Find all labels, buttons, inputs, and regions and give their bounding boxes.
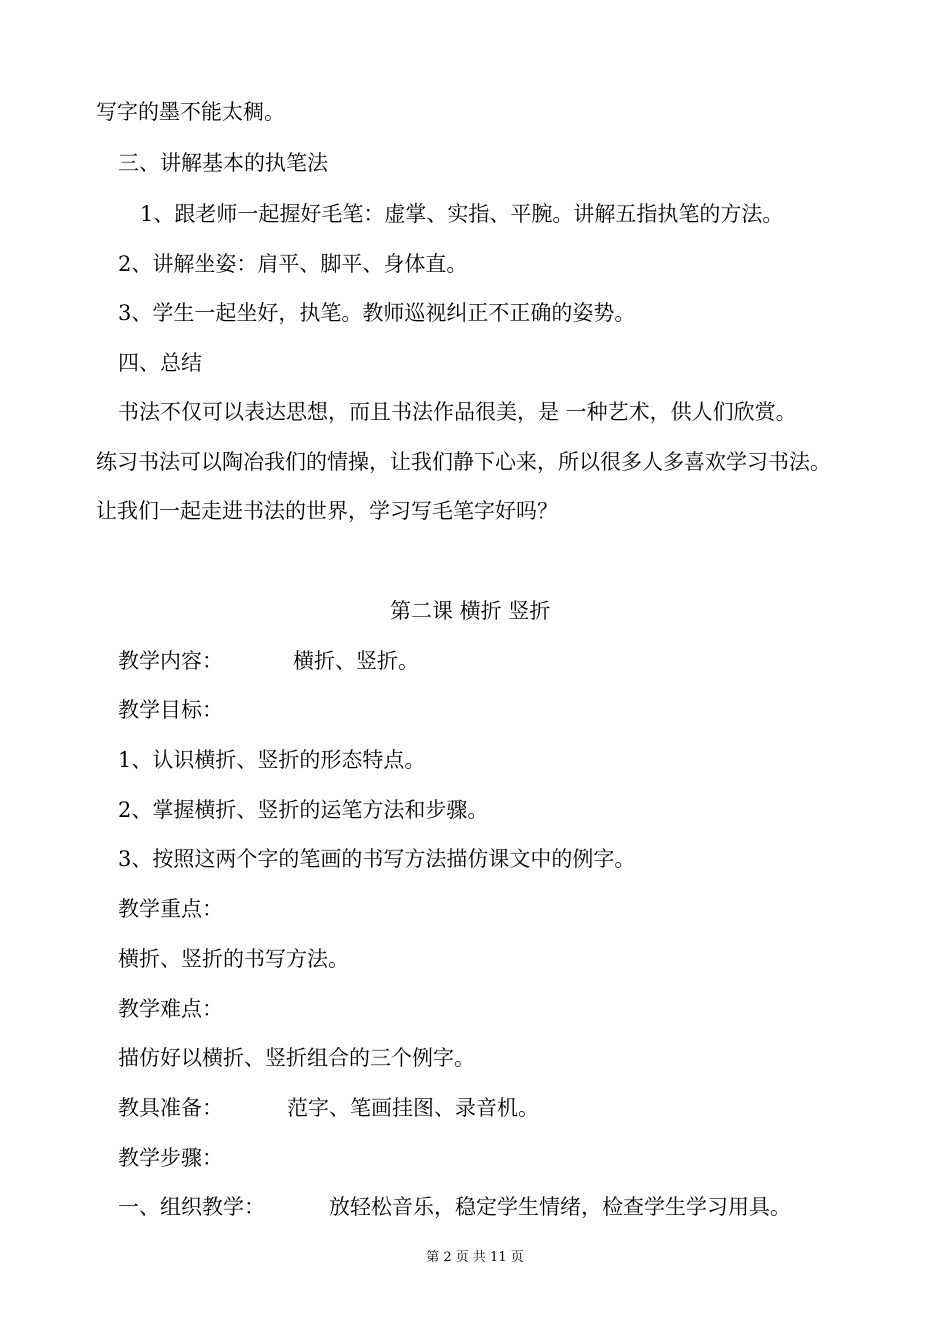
tools-label: 教具准备： (118, 1096, 223, 1120)
key-value: 横折、竖折的书写方法。 (118, 947, 349, 971)
text-line: 3、学生一起坐好，执笔。教师巡视纠正不正确的姿势。 (118, 301, 636, 325)
goal-item: 2、掌握横折、竖折的运笔方法和步骤。 (118, 798, 489, 822)
hard-value: 描仿好以横折、竖折组合的三个例字。 (118, 1046, 475, 1070)
section-heading: 三、讲解基本的执笔法 (118, 151, 328, 175)
content-label: 教学内容： (118, 649, 223, 673)
goal-item: 1、认识横折、竖折的形态特点。 (118, 748, 426, 772)
section-heading: 四、总结 (118, 351, 202, 375)
page-footer: 第 2 页 共 11 页 (426, 1250, 524, 1265)
text-line: 练习书法可以陶冶我们的情操，让我们静下心来，所以很多人多喜欢学习书法。 (96, 450, 831, 474)
tools-row (118, 1094, 539, 1122)
text-line: 2、讲解坐姿：肩平、脚平、身体直。 (118, 252, 468, 276)
goal-label: 教学目标： (118, 698, 223, 722)
steps-label: 教学步骤： (118, 1146, 223, 1170)
text-line: 写字的墨不能太稠。 (96, 100, 285, 124)
key-label: 教学重点： (118, 897, 223, 921)
hard-label: 教学难点： (118, 997, 223, 1021)
step1-row (118, 1193, 791, 1221)
text-line: 书法不仅可以表达思想，而且书法作品很美，是 一种艺术，供人们欣赏。 (118, 400, 797, 424)
text-line: 1、跟老师一起握好毛笔：虚掌、实指、平腕。讲解五指执笔的方法。 (140, 202, 784, 226)
text-line: 让我们一起走进书法的世界，学习写毛笔字好吗？ (96, 499, 558, 523)
content-value: 横折、竖折。 (293, 649, 419, 673)
tools-value: 范字、笔画挂图、录音机。 (287, 1096, 539, 1120)
lesson-title: 第二课 横折 竖折 (390, 599, 551, 623)
content-row (118, 647, 419, 675)
goal-item: 3、按照这两个字的笔画的书写方法描仿课文中的例字。 (118, 847, 636, 871)
step1-value: 放轻松音乐，稳定学生情绪，检查学生学习用具。 (329, 1195, 791, 1219)
step1-label: 一、组织教学： (118, 1195, 265, 1219)
